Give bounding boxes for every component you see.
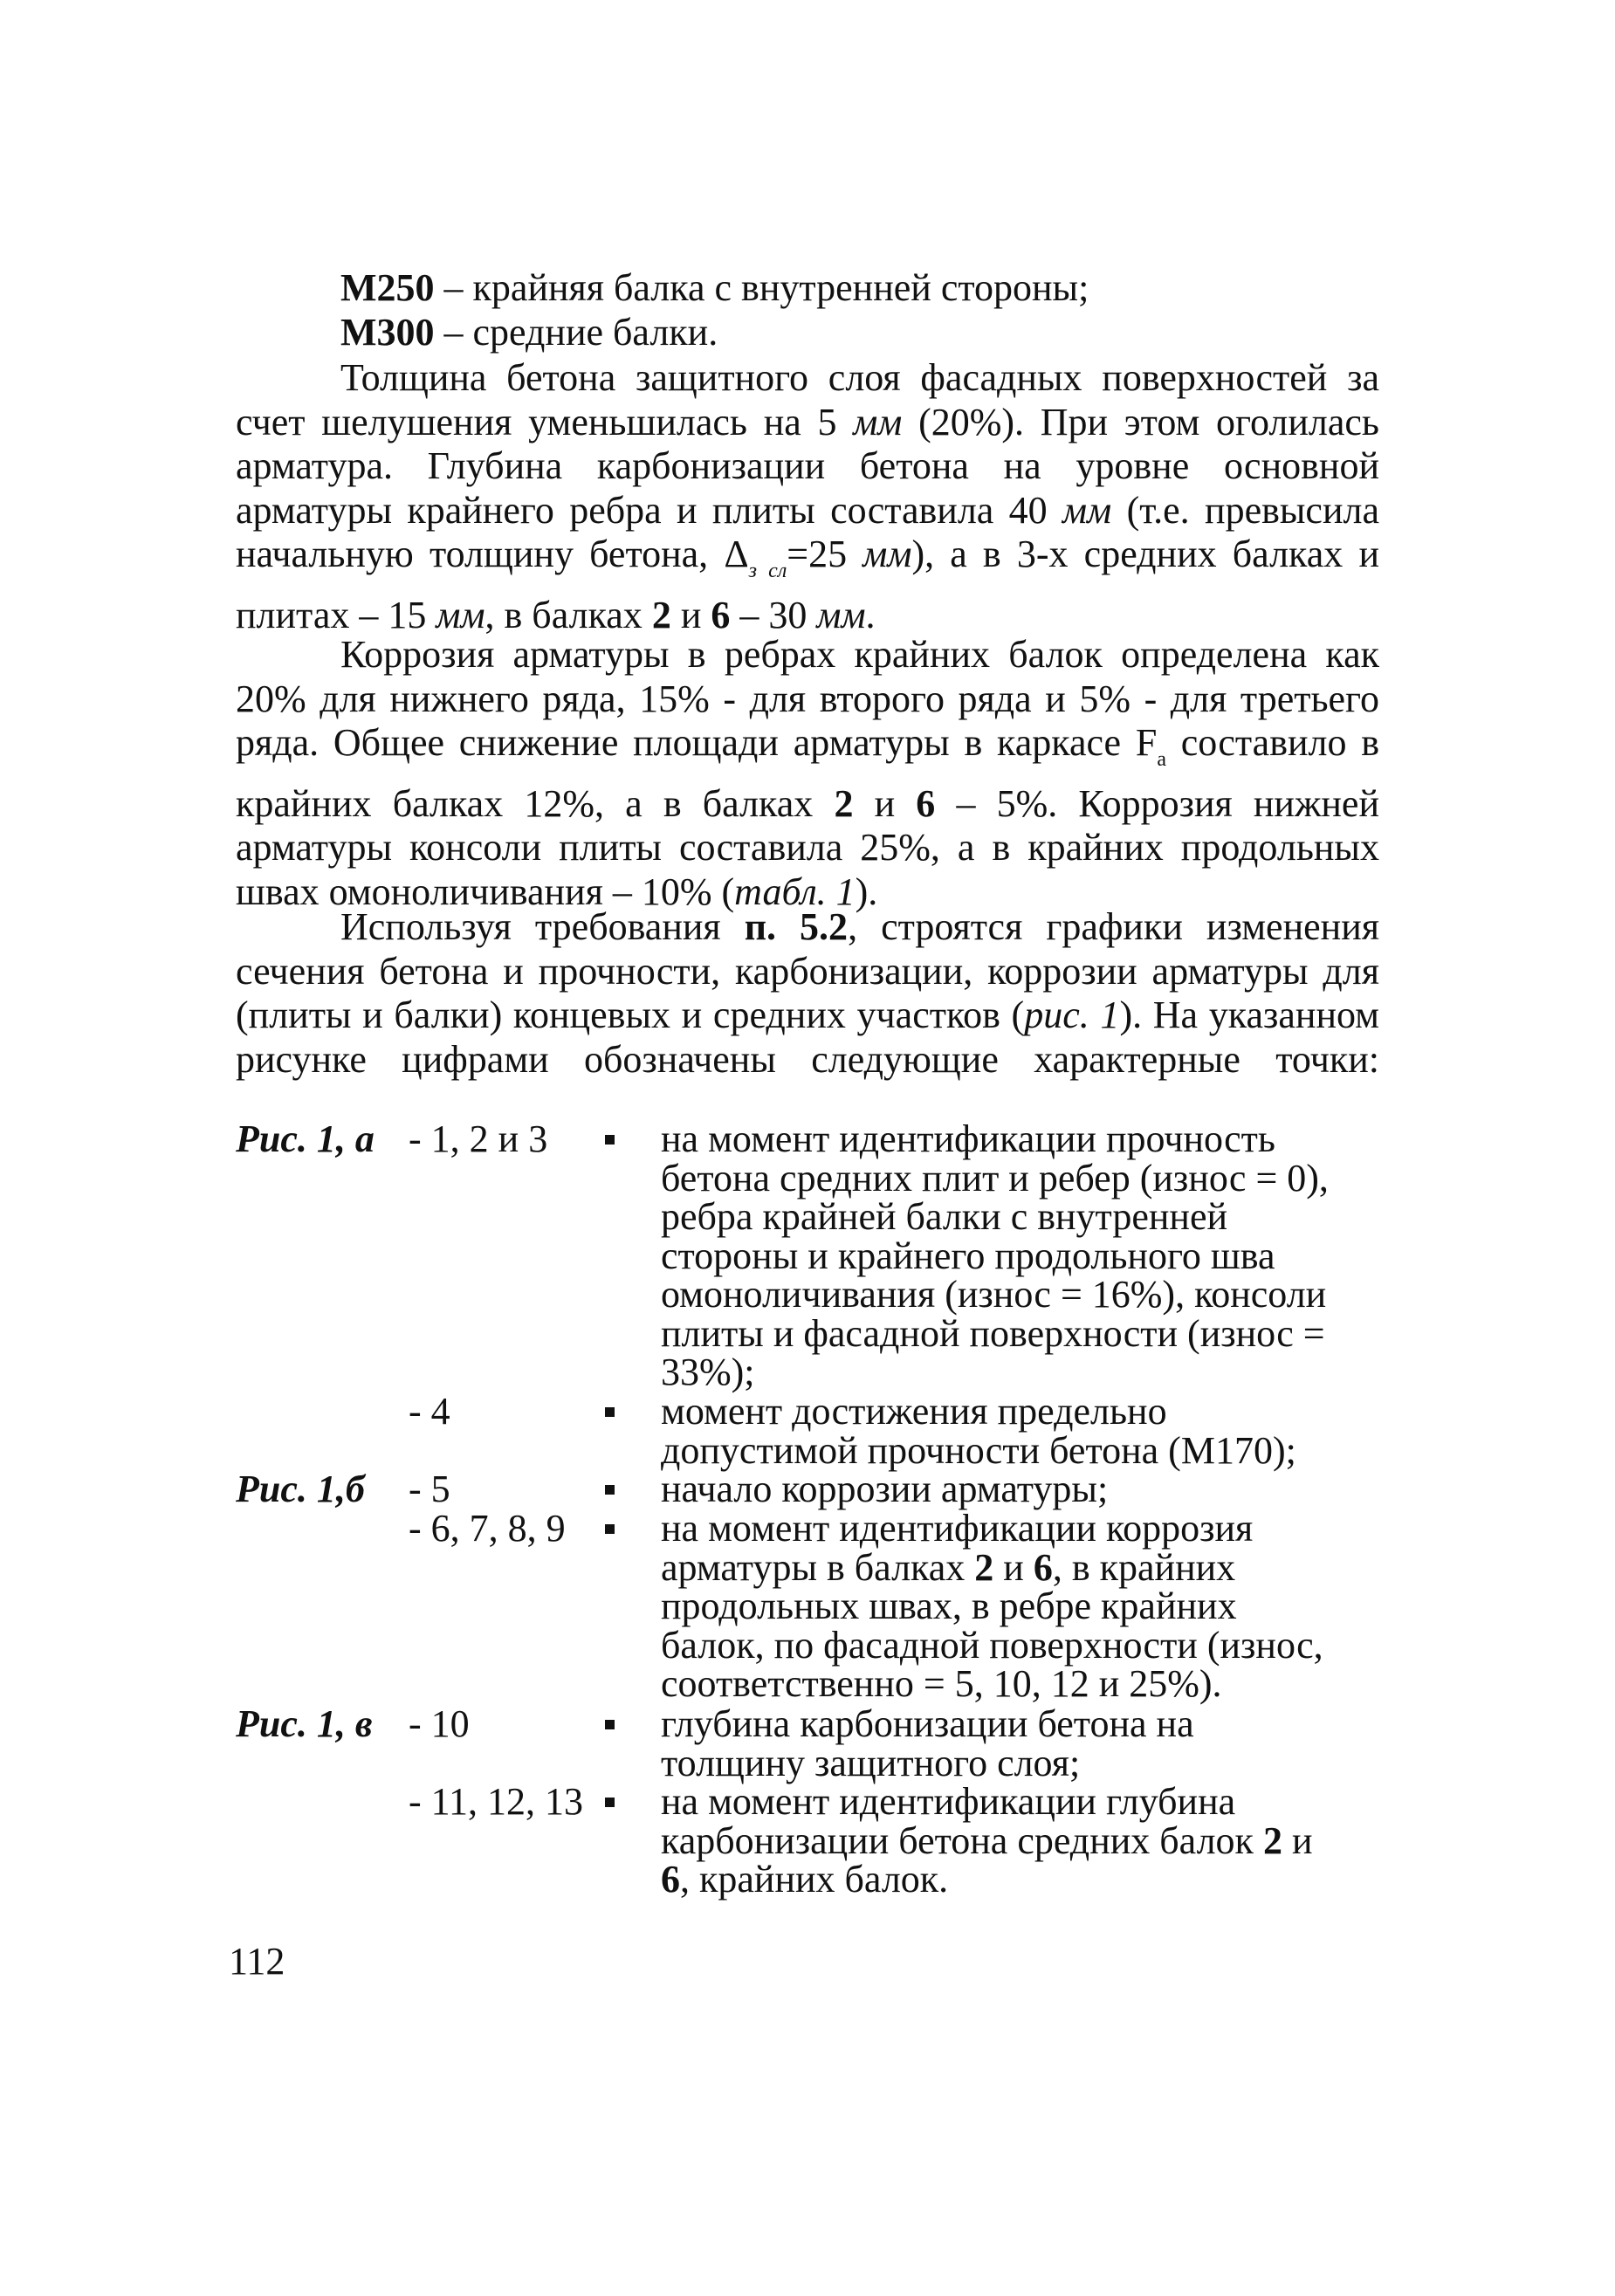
fig-label-b: Рис. 1,б	[236, 1468, 365, 1510]
legend-points-1: - 1, 2 и 3	[409, 1117, 548, 1160]
bullet-icon	[605, 1485, 615, 1495]
p1-l4a: арматуры крайнего ребра и плиты составила 40	[236, 488, 1063, 532]
legend-points-5: - 10	[409, 1702, 470, 1745]
legend-desc-3	[661, 1470, 1385, 1509]
intro-line-m300	[236, 311, 1379, 355]
legend-points-3: - 5	[409, 1468, 450, 1510]
legend-4-l1c: и	[993, 1545, 1034, 1589]
legend-4-l1b: 2	[974, 1545, 994, 1589]
p2-l3-subscript: а	[1157, 748, 1166, 771]
grade-m250: М250	[340, 266, 435, 309]
legend-1-line: бетона средних плит и ребер (износ = 0),	[661, 1156, 1329, 1200]
p1-l6i: .	[865, 593, 876, 636]
legend-desc-5	[661, 1702, 1385, 1784]
p1-l6d: 2	[651, 593, 671, 636]
legend-6-line	[661, 1860, 1385, 1900]
legend-points-4: - 6, 7, 8, 9	[409, 1507, 566, 1550]
bullet-icon	[605, 1524, 615, 1534]
legend-desc-6	[661, 1780, 1385, 1901]
legend-4-line: соответственно = 5, 10, 12 и 25%).	[661, 1662, 1222, 1705]
legend-1-line: плиты и фасадной поверхности (износ =	[661, 1311, 1325, 1355]
p3-l3b: рис. 1	[1024, 993, 1120, 1036]
p1-l6f: 6	[711, 593, 731, 636]
legend-6-l2b: , крайних балок.	[680, 1858, 949, 1901]
p1-line-4	[236, 489, 1379, 533]
p1-line-1: Толщина бетона защитного слоя фасадных поверхностей за	[340, 356, 1379, 399]
legend-2-line: допустимой прочности бетона (М170);	[661, 1428, 1296, 1472]
intro-line-m250	[236, 266, 1379, 311]
legend-4-l1a: арматуры в балках	[661, 1545, 975, 1589]
p3-l3c: ). На указанном	[1119, 993, 1379, 1036]
p2-l4c: и	[853, 781, 917, 825]
legend-4-line: балок, по фасадной поверхности (износ,	[661, 1623, 1323, 1667]
legend-6-l2a: 6	[661, 1858, 680, 1901]
grade-m250-text: – крайняя балка с внутренней стороны;	[434, 266, 1089, 309]
fig-label-c: Рис. 1, в	[236, 1702, 373, 1745]
p2-l6a: швах омоноличивания – 10% (	[236, 870, 735, 913]
legend-4-line: продольных швах, в ребре крайних	[661, 1585, 1237, 1627]
p2-line-5: арматуры консоли плиты составила 25%, а в крайних продольных	[236, 826, 1379, 869]
legend-5-line: толщину защитного слоя;	[661, 1741, 1081, 1784]
p3-l3a: (плиты и балки) концевых и средних участков (	[236, 993, 1025, 1036]
legend-1-line: на момент идентификации прочность	[661, 1117, 1275, 1160]
p3-l1a: Используя требования	[340, 905, 745, 948]
p1-l4b: мм	[1062, 488, 1112, 532]
p1-l5b: =25	[787, 533, 863, 575]
p1-line-3: арматура. Глубина карбонизации бетона на уровне основной	[236, 444, 1379, 487]
p1-line-6	[236, 594, 1379, 638]
p1-l2b: мм	[853, 400, 903, 443]
legend-points-2: - 4	[409, 1390, 450, 1433]
legend-1-line: стороны и крайнего продольного шва	[661, 1234, 1275, 1277]
p1-l6b: мм	[436, 593, 485, 636]
p3-line-4: рисунке цифрами обозначены следующие характерные точки:	[236, 1037, 1379, 1081]
legend-4-line	[661, 1545, 1385, 1589]
grade-m300-text: – средние балки.	[434, 310, 718, 354]
p2-l4e: – 5%. Коррозия нижней	[935, 781, 1380, 825]
p1-line-2	[236, 401, 1379, 445]
p2-line-2: 20% для нижнего ряда, 15% - для второго ряда и 5% - для третьего	[236, 677, 1379, 720]
legend-6-line: на момент идентификации глубина	[661, 1780, 1236, 1823]
p1-l6e: и	[670, 593, 711, 636]
p1-l6g: – 30	[730, 593, 817, 636]
p2-line-1: Коррозия арматуры в ребрах крайних балок определена как	[340, 633, 1379, 676]
p2-l4a: крайних балках 12%, а в балках	[236, 781, 835, 825]
bullet-icon	[605, 1720, 615, 1729]
legend-4-l1d: 6	[1033, 1545, 1053, 1589]
p2-l3b: составило в	[1165, 721, 1379, 764]
legend-6-line	[661, 1818, 1385, 1862]
p2-l4d: 6	[916, 781, 936, 825]
p2-line-4	[236, 782, 1379, 827]
legend-desc-1	[661, 1117, 1385, 1393]
p1-l6a: плитах – 15	[236, 593, 436, 636]
p1-l5d: ), а в 3-х средних балках и	[911, 533, 1379, 575]
paragraph-3	[236, 905, 1379, 1082]
bullet-icon	[605, 1135, 615, 1145]
p1-l6h: мм	[816, 593, 866, 636]
legend-desc-4	[661, 1509, 1385, 1704]
p3-l1b: п. 5.2	[744, 905, 849, 948]
legend-1-line: 33%);	[661, 1351, 755, 1393]
bullet-icon	[605, 1407, 615, 1417]
p3-line-2: сечения бетона и прочности, карбонизации, коррозии арматуры для	[236, 949, 1379, 993]
legend-desc-2	[661, 1392, 1385, 1470]
p1-l6c: , в балках	[484, 593, 652, 636]
legend-2-line: момент достижения предельно	[661, 1390, 1167, 1433]
p3-line-3	[236, 993, 1379, 1038]
paragraph-2	[236, 633, 1379, 914]
p1-l5a: начальную толщину бетона, Δ	[236, 533, 749, 575]
intro-block	[236, 266, 1379, 354]
p2-l3a: ряда. Общее снижение площади арматуры в каркасе F	[236, 721, 1158, 764]
legend-3-line: начало коррозии арматуры;	[661, 1468, 1109, 1510]
legend-1-line: ребра крайней балки с внутренней	[661, 1195, 1228, 1238]
bullet-icon	[605, 1798, 615, 1807]
p3-line-1	[236, 905, 1379, 950]
p1-l2a: счет шелушения уменьшилась на 5	[236, 400, 854, 443]
p2-line-3	[236, 721, 1379, 782]
fig-label-a: Рис. 1, а	[236, 1117, 375, 1160]
legend-1-line: омоноличивания (износ = 16%), консоли	[661, 1273, 1327, 1316]
p2-l6b: табл. 1	[734, 870, 856, 913]
p1-l5c: мм	[862, 533, 912, 575]
p3-l1c: , строятся графики изменения	[848, 905, 1379, 948]
legend-4-line: на момент идентификации коррозия	[661, 1507, 1254, 1550]
p1-l4c: (т.е. превысила	[1111, 488, 1379, 532]
paragraph-1	[236, 356, 1379, 637]
legend-4-l1e: , в крайних	[1052, 1545, 1236, 1589]
page-number: 112	[229, 1940, 285, 1983]
p2-l6c: ).	[855, 870, 878, 913]
grade-m300: М300	[340, 310, 435, 354]
legend-points-6: - 11, 12, 13	[409, 1780, 584, 1823]
p1-l5-subscript: з сл	[748, 560, 787, 582]
legend-6-l1a: карбонизации бетона средних балок	[661, 1818, 1263, 1862]
legend-6-l1c: и	[1282, 1818, 1313, 1862]
p1-l2c: (20%). При этом оголилась	[902, 400, 1379, 443]
p1-line-5	[236, 533, 1379, 594]
legend-5-line: глубина карбонизации бетона на	[661, 1702, 1194, 1745]
p2-l4b: 2	[834, 781, 854, 825]
legend-6-l1b: 2	[1262, 1818, 1282, 1862]
